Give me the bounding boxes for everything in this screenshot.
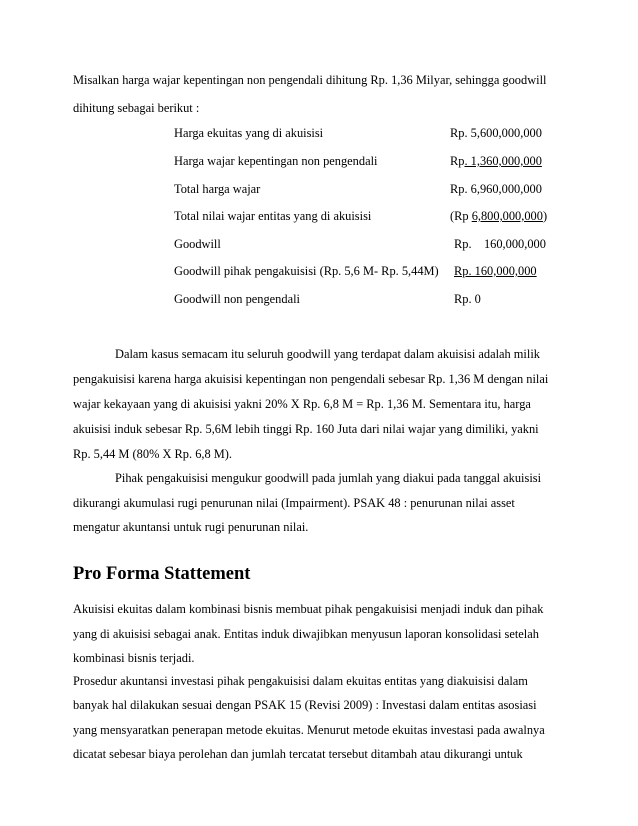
paragraph-line: Rp. 5,44 M (80% X Rp. 6,8 M). xyxy=(73,447,233,461)
paragraph-line: Dalam kasus semacam itu seluruh goodwill yang terdapat dalam akuisisi adalah milik xyxy=(115,347,540,361)
paragraph-line: kombinasi bisnis terjadi. xyxy=(73,651,195,665)
paragraph-line: mengatur akuntansi untuk rugi penurunan nilai. xyxy=(73,520,309,534)
paragraph-line: Pihak pengakuisisi mengukur goodwill pada jumlah yang diakui pada tanggal akuisisi xyxy=(115,471,542,485)
paragraph-line: Prosedur akuntansi investasi pihak pengakuisisi dalam ekuitas entitas yang diakuisisi dalam xyxy=(73,674,528,688)
paragraph-line: yang mensyaratkan penerapan metode ekuitas. Menurut metode ekuitas investasi pada awalnya xyxy=(73,723,545,737)
table-row-value: Rp. 0 xyxy=(454,292,481,306)
table-row-value xyxy=(450,208,547,224)
intro-line-2: dihitung sebagai berikut : xyxy=(73,101,200,115)
value-prefix: Rp xyxy=(450,154,465,168)
intro-line-1: Misalkan harga wajar kepentingan non pengendali dihitung Rp. 1,36 Milyar, sehingga goodwill xyxy=(73,73,547,87)
paragraph-line: yang di akuisisi sebagai anak. Entitas induk diwajibkan menyusun laporan konsolidasi setelah xyxy=(73,627,539,641)
paragraph-line: akuisisi induk sebesar Rp. 5,6M lebih tinggi Rp. 160 Juta dari nilai wajar yang dimiliki, yakni xyxy=(73,422,539,436)
table-row-label: Total nilai wajar entitas yang di akuisisi xyxy=(174,209,372,223)
table-row-label: Harga ekuitas yang di akuisisi xyxy=(174,126,324,140)
table-row-value: Rp. 5,600,000,000 xyxy=(450,126,542,140)
table-row-value: Rp. 160,000,000 xyxy=(454,237,546,251)
value-prefix: (Rp xyxy=(450,209,472,223)
table-row-label: Total harga wajar xyxy=(174,182,261,196)
table-row-value: Rp. 6,960,000,000 xyxy=(450,182,542,196)
value-underlined: . 1,360,000,000 xyxy=(464,154,542,168)
paragraph-line: pengakuisisi karena harga akuisisi kepentingan non pengendali sebesar Rp. 1,36 M dengan nilai xyxy=(73,372,549,386)
paragraph-line: Akuisisi ekuitas dalam kombinasi bisnis membuat pihak pengakuisisi menjadi induk dan pihak xyxy=(73,602,544,616)
paragraph-line: banyak hal dilakukan sesuai dengan PSAK 15 (Revisi 2009) : Investasi dalam entitas asosiasi xyxy=(73,698,537,712)
table-row-label: Harga wajar kepentingan non pengendali xyxy=(174,154,378,168)
table-row-label: Goodwill pihak pengakuisisi (Rp. 5,6 M- Rp. 5,44M) xyxy=(174,264,439,278)
paragraph-line: dicatat sebesar biaya perolehan dan jumlah tercatat tersebut ditambah atau dikurangi untuk xyxy=(73,747,523,761)
value-suffix: ) xyxy=(542,209,548,223)
value-underlined: Rp. 160,000,000 xyxy=(454,264,537,278)
table-row-value xyxy=(454,263,537,279)
table-row-value xyxy=(450,153,542,169)
paragraph-line: wajar kekayaan yang di akuisisi yakni 20% X Rp. 6,8 M = Rp. 1,36 M. Sementara itu, harga xyxy=(73,397,531,411)
table-row-label: Goodwill xyxy=(174,237,221,251)
value-underlined: 6,800,000,000 xyxy=(471,209,543,223)
table-row-label: Goodwill non pengendali xyxy=(174,292,300,306)
section-heading: Pro Forma Stattement xyxy=(73,564,251,584)
paragraph-line: dikurangi akumulasi rugi penurunan nilai (Impairment). PSAK 48 : penurunan nilai asset xyxy=(73,496,515,510)
